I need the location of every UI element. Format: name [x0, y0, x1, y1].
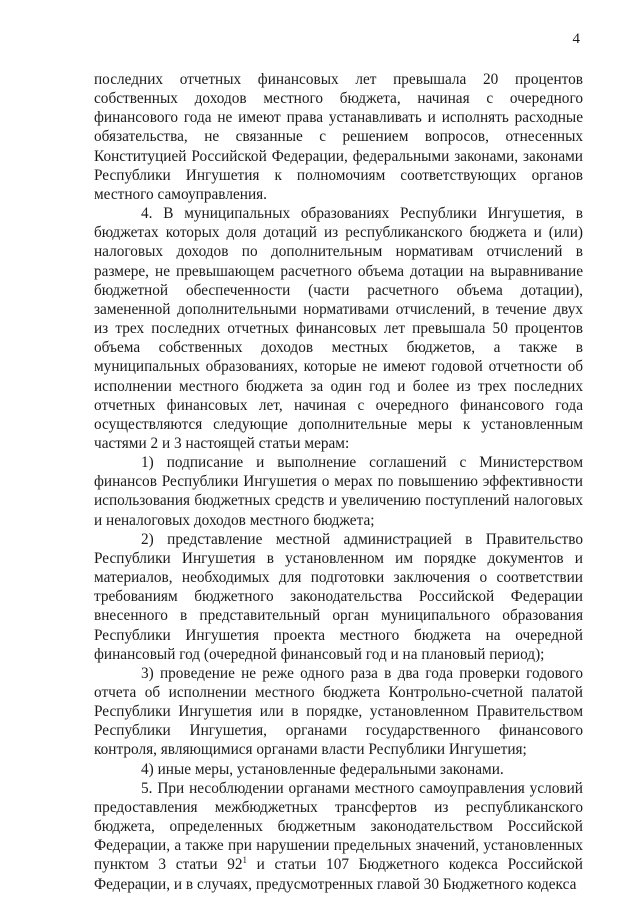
- paragraph-item-5-text-a: 5. При несоблюдении органами местного самоуправления условий предоставления межбюджетных трансфертов из республиканского бюджета, определенных бюджетным законодательством Российской Федерации, а также при нарушении предельных значений, установленных пунктом 3 статьи 92: [94, 779, 583, 874]
- subitem-4: 4) иные меры, установленные федеральными законами.: [141, 760, 504, 778]
- paragraph-item-4: 4. В муниципальных образованиях Республики Ингушетия, в бюджетах которых доля дотаций из республиканского бюджета и (или) налоговых доходов по дополнительным нормативам отчислений в размере, не превышающем расчетного объема дотации на выравнивание бюджетной обеспеченности (части расчетного объема дотации), замененной дополнительными нормативами отчислений, в течение двух из трех последних отчетных финансовых лет превышала 50 процентов объема собственных доходов местных бюджетов, а также в муниципальных образованиях, которые не имеют годовой отчетности об исполнении местного бюджета за один год и более из трех последних отчетных финансовых лет, начиная с очередного финансового года осуществляются следующие дополнительные меры к установленным частями 2 и 3 настоящей статьи мерам:: [94, 205, 583, 452]
- paragraph-continuation: последних отчетных финансовых лет превышала 20 процентов собственных доходов местного бюджета, начиная с очередного финансового года не имеют права устанавливать и исполнять расходные обязательства, не связанные с решением вопросов, отнесенных Конституцией Российской Федерации, федеральными законами, законами Республики Ингушетия к полномочиям соответствующих органов местного самоуправления.: [94, 71, 583, 203]
- subitem-2: 2) представление местной администрацией в Правительство Республики Ингушетия в установленном им порядке документов и материалов, необходимых для подготовки заключения о соответствии требованиям бюджетного законодательства Российской Федерации внесенного в представительный орган муниципального образования Республики Ингушетия проекта местного бюджета на очередной финансовый год (очередной финансовый год и на плановый период);: [94, 530, 583, 663]
- page-number: 4: [572, 31, 580, 47]
- paragraph-item-5-text-b: и статьи 107 Бюджетного кодекса Российской Федерации, и в случаях, предусмотренных главой 30 Бюджетного кодекса: [94, 856, 583, 893]
- superscript-marker: 1: [242, 855, 248, 866]
- paragraph-item-5: [94, 779, 583, 894]
- document-body: [94, 70, 583, 894]
- subitem-1: 1) подписание и выполнение соглашений с Министерством финансов Республики Ингушетия о мерах по повышению эффективности использования бюджетных средств и увеличению поступлений налоговых и неналоговых доходов местного бюджета;: [94, 454, 583, 529]
- subitem-3: 3) проведение не реже одного раза в два года проверки годового отчета об исполнении местного бюджета Контрольно-счетной палатой Республики Ингушетия или в порядке, установленном Правительством Республики Ингушетия, органами государственного финансового контроля, являющимися органами власти Республики Ингушетия;: [94, 664, 583, 759]
